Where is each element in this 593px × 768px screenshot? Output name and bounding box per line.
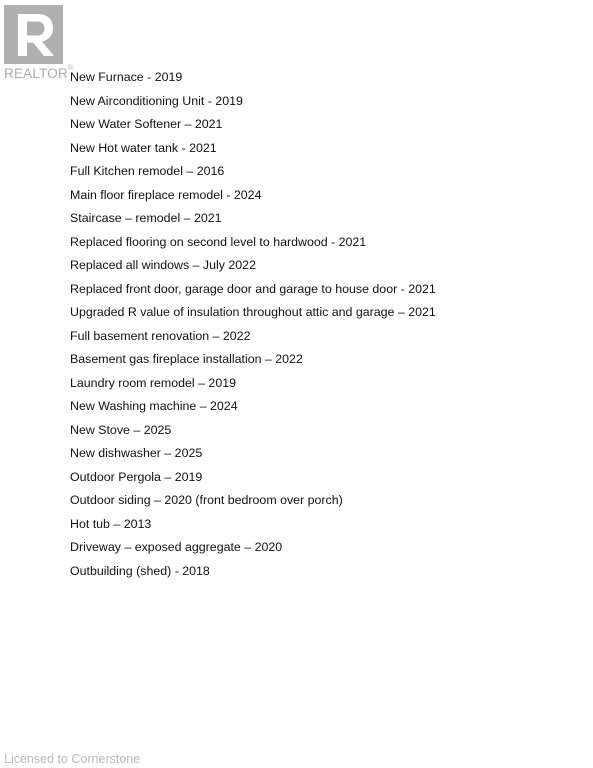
list-item: Upgraded R value of insulation throughout attic and garage – 2021	[70, 305, 436, 319]
list-item: Replaced flooring on second level to hardwood - 2021	[70, 234, 367, 249]
list-item: Main floor fireplace remodel - 2024	[70, 187, 262, 202]
list-item: New Stove – 2025	[70, 422, 172, 437]
list-item: New Furnace - 2019	[70, 70, 183, 84]
list-item: Staircase – remodel – 2021	[70, 211, 222, 225]
realtor-logo	[4, 5, 74, 81]
list-item: New Hot water tank - 2021	[70, 140, 217, 155]
list-item: New Airconditioning Unit - 2019	[70, 93, 243, 108]
realtor-wordmark: REALTOR®	[4, 65, 74, 81]
registered-mark: ®	[67, 65, 74, 72]
list-item: New Water Softener – 2021	[70, 117, 223, 131]
list-item: Basement gas fireplace installation – 2022	[70, 352, 303, 366]
list-item: Full Kitchen remodel – 2016	[70, 164, 225, 178]
list-item: New dishwasher – 2025	[70, 446, 203, 460]
list-item: New Washing machine – 2024	[70, 399, 238, 413]
list-item: Laundry room remodel – 2019	[70, 375, 236, 390]
list-item: Outdoor Pergola – 2019	[70, 469, 203, 484]
list-item: Outbuilding (shed) - 2018	[70, 563, 210, 578]
list-item: Replaced all windows – July 2022	[70, 258, 256, 272]
list-item: Outdoor siding – 2020 (front bedroom over porch)	[70, 493, 343, 507]
upgrades-list	[70, 69, 436, 586]
list-item: Hot tub – 2013	[70, 516, 152, 531]
list-item: Full basement renovation – 2022	[70, 328, 251, 343]
realtor-logo-mark	[4, 5, 63, 64]
list-item: Driveway – exposed aggregate – 2020	[70, 540, 283, 554]
realtor-r-icon	[4, 5, 63, 64]
license-watermark: Licensed to Cornerstone	[4, 752, 141, 766]
list-item: Replaced front door, garage door and garage to house door - 2021	[70, 281, 436, 296]
